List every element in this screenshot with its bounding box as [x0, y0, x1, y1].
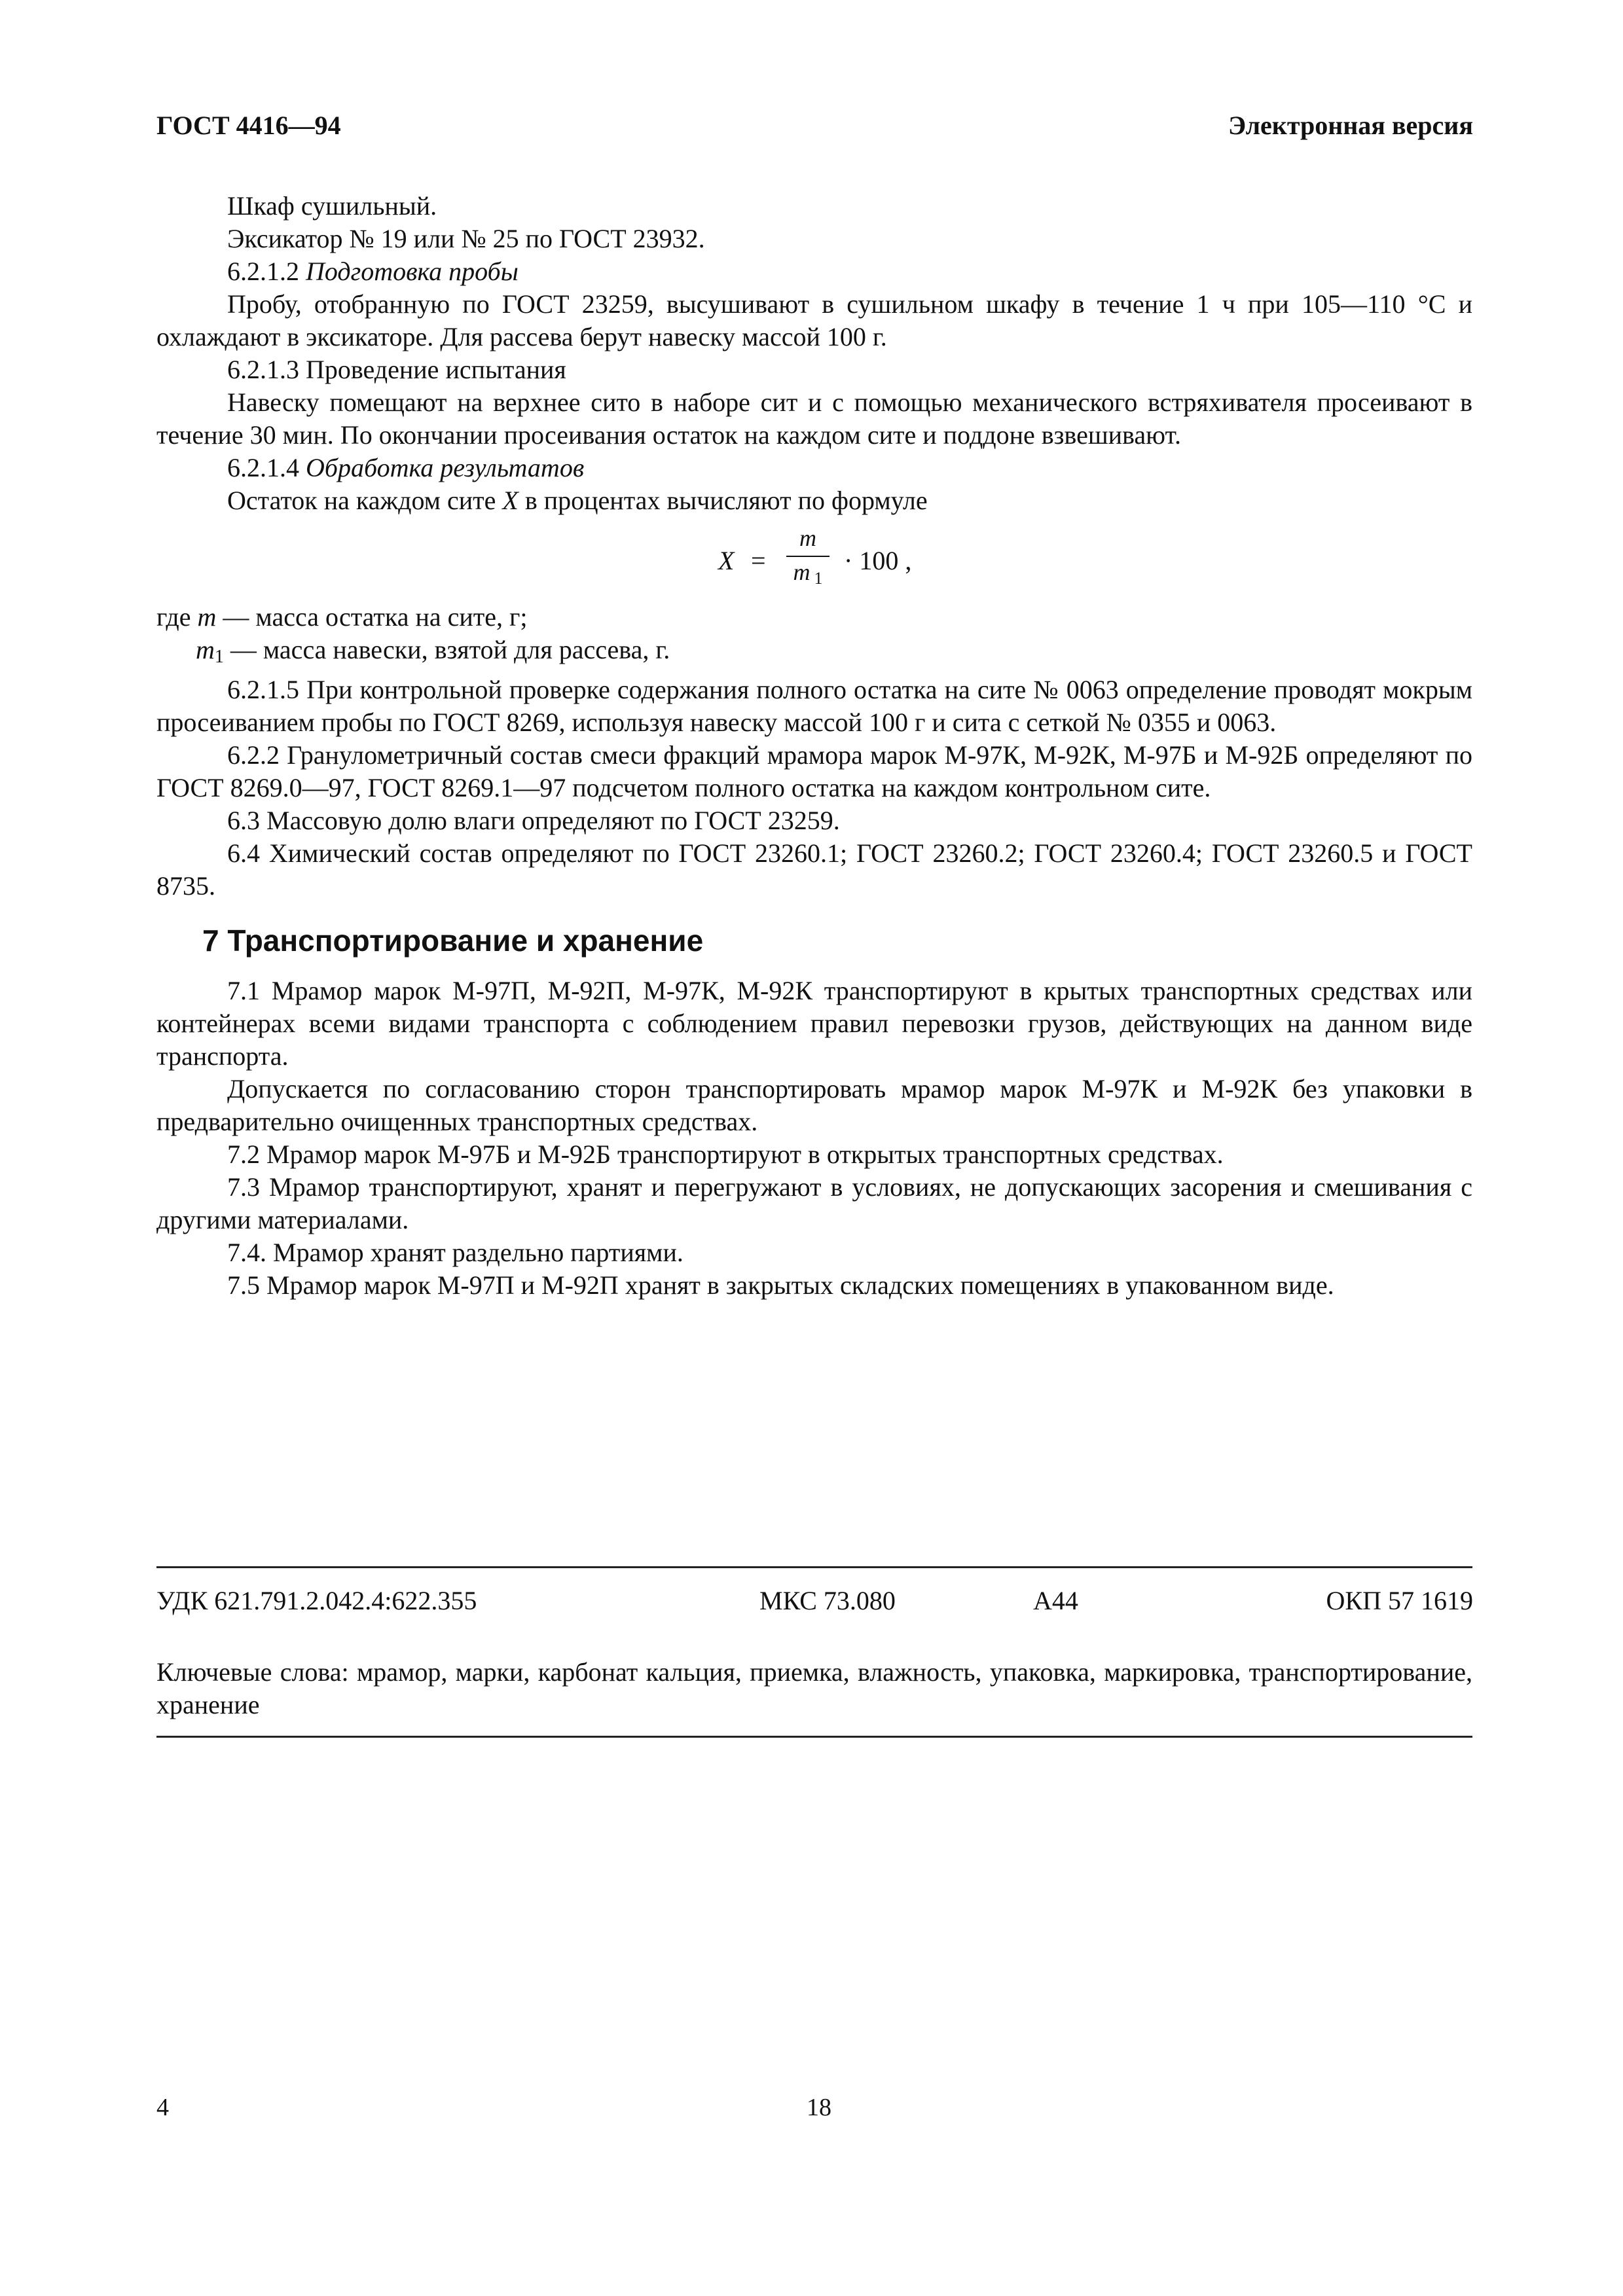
footer-classification-code: А44: [1033, 1586, 1078, 1615]
formula-numerator: m: [799, 525, 816, 551]
footer-bottom-divider: [156, 1736, 1472, 1738]
subsection-heading: 6.2.1.3 Проведение испытания: [227, 355, 566, 384]
footer-okp: ОКП 57 1619: [1326, 1586, 1473, 1615]
page-number-left: 4: [156, 2094, 169, 2121]
variable: X: [502, 486, 519, 515]
formula-legend-item: где m — масса остатка на сите, г;: [156, 602, 528, 632]
footer-mks: МКС 73.080: [759, 1586, 896, 1615]
section-heading: 7 Транспортирование и хранение: [202, 924, 704, 958]
subsection-heading: [156, 452, 1472, 484]
paragraph: Допускается по согласованию сторон транспортировать мрамор марок М-97К и М-92К без упаковки в предварительно очищенных транспортных средствах.: [156, 1074, 1472, 1136]
footer-top-divider: [156, 1566, 1472, 1568]
paragraph: 6.4 Химический состав определяют по ГОСТ 23260.1; ГОСТ 23260.2; ГОСТ 23260.4; ГОСТ 23260.5 и ГОСТ 8735.: [156, 838, 1472, 901]
footer-keywords: Ключевые слова: мрамор, марки, карбонат кальция, приемка, влажность, упаковка, маркировка, транспортирование, хранение: [156, 1657, 1472, 1719]
formula-lhs: X: [718, 546, 735, 575]
fraction-bar: [786, 556, 830, 557]
subsection-number: 6.2.1.2: [227, 257, 306, 286]
formula-denominator: m $_1$: [793, 559, 823, 588]
formula-rhs: · 100 ,: [844, 546, 912, 575]
paragraph: 7.5 Мрамор марок М-97П и М-92П хранят в закрытых складских помещениях в упакованном виде.: [227, 1270, 1334, 1300]
paragraph: 7.3 Мрамор транспортируют, хранят и перегружают в условиях, не допускающих засорения и смешивания с другими материалами.: [156, 1172, 1472, 1234]
paragraph: 7.4. Мрамор хранят раздельно партиями.: [227, 1238, 684, 1267]
formula-legend-item: $m_1$ — масса навески, взятой для рассева, г.: [196, 635, 670, 667]
page-number-center: 18: [807, 2094, 831, 2121]
subsection-heading: [156, 255, 1472, 288]
subsection-number: 6.2.1.4: [227, 453, 306, 482]
paragraph: 6.2.2 Гранулометричный состав смеси фракций мрамора марок М-97К, М-92К, М-97Б и М-92Б определяют по ГОСТ 8269.0—97, ГОСТ 8269.1—97 подсчетом полного остатка на каждом контрольном сите.: [156, 740, 1472, 802]
footer-udk: УДК 621.791.2.042.4:622.355: [156, 1586, 477, 1615]
paragraph: Эксикатор № 19 или № 25 по ГОСТ 23932.: [227, 224, 705, 253]
subsection-title: Подготовка пробы: [306, 257, 519, 286]
document-body: [156, 190, 1472, 1302]
paragraph: Навеску помещают на верхнее сито в наборе сит и с помощью механического встряхивателя просеивают в течение 30 мин. По окончании просеивания остаток на каждом сите и поддоне взвешивают.: [156, 387, 1472, 450]
formula-equals: =: [751, 546, 766, 575]
formula: [156, 525, 1472, 597]
paragraph: 7.2 Мрамор марок М-97Б и М-92Б транспортируют в открытых транспортных средствах.: [227, 1139, 1224, 1169]
subsection-title: Обработка результатов: [306, 453, 585, 482]
paragraph: 6.2.1.5 При контрольной проверке содержания полного остатка на сите № 0063 определение проводят мокрым просеиванием пробы по ГОСТ 8269, используя навеску массой 100 г и сита с сеткой № 0355 и 0063.: [156, 675, 1472, 737]
header-standard-number: ГОСТ 4416—94: [156, 111, 341, 140]
paragraph: 7.1 Мрамор марок М-97П, М-92П, М-97К, М-92К транспортируют в крытых транспортных средствах или контейнерах всеми видами транспорта с соблюдением правил перевозки грузов, действующих на данном виде транспорта.: [156, 976, 1472, 1071]
paragraph: Шкаф сушильный.: [227, 191, 437, 221]
header-version-label: Электронная версия: [1228, 111, 1473, 140]
paragraph: Остаток на каждом сите X в процентах вычисляют по формуле: [227, 486, 928, 515]
paragraph: 6.3 Массовую долю влаги определяют по ГОСТ 23259.: [227, 806, 840, 835]
paragraph: Пробу, отобранную по ГОСТ 23259, высушивают в сушильном шкафу в течение 1 ч при 105—110 °С и охлаждают в эксикаторе. Для рассева берут навеску массой 100 г.: [156, 289, 1472, 351]
